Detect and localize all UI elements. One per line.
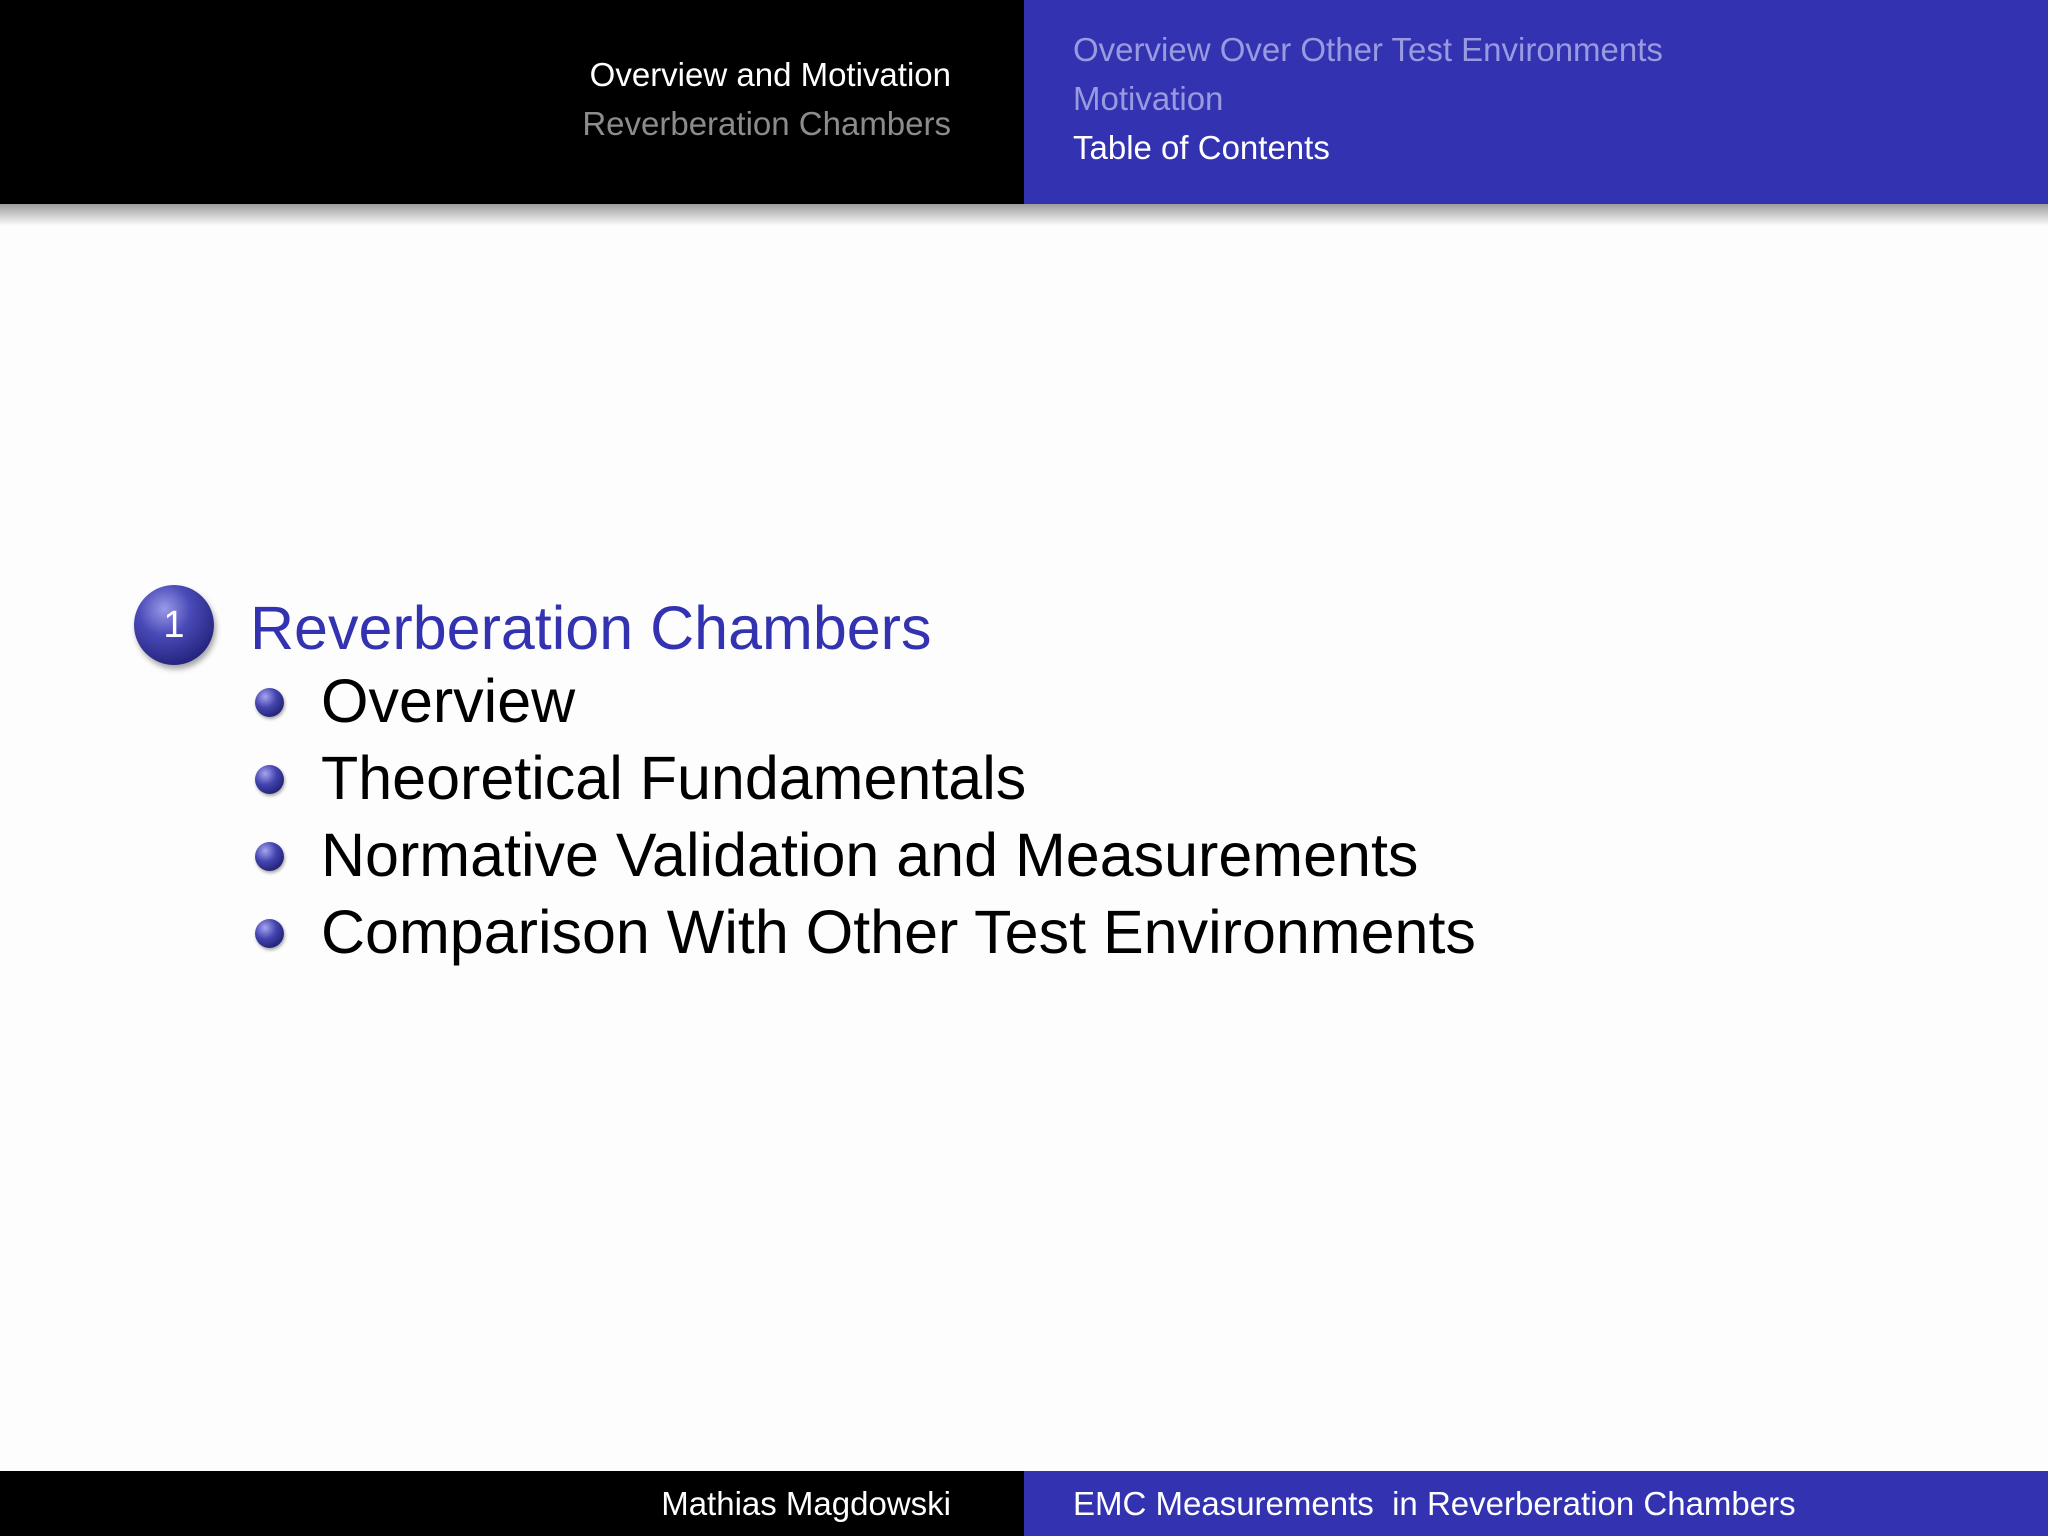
toc-section-title[interactable]: Reverberation Chambers (250, 594, 932, 662)
ball-bullet-icon (255, 765, 284, 794)
toc-subsection-label[interactable]: Comparison With Other Test Environments (321, 898, 1476, 966)
header-subsections-panel (1024, 0, 2048, 204)
header-bar (0, 0, 2048, 204)
toc-subsection-label[interactable]: Theoretical Fundamentals (321, 744, 1027, 812)
section-navigation (582, 50, 951, 148)
nav-subsection-overview-other-test-environments[interactable]: Overview Over Other Test Environments (1073, 31, 1663, 68)
footer-author-panel (0, 1471, 1024, 1536)
footer-title-panel (1024, 1471, 2048, 1536)
subsection-navigation (1073, 25, 1663, 172)
nav-section-reverberation-chambers[interactable]: Reverberation Chambers (582, 105, 951, 142)
nav-section-overview-and-motivation[interactable]: Overview and Motivation (589, 56, 951, 93)
header-sections-panel (0, 0, 1024, 204)
ball-bullet-icon (255, 842, 284, 871)
ball-bullet-icon (255, 688, 284, 717)
ball-bullet-icon (255, 919, 284, 948)
section-number-ball-icon: 1 (134, 585, 214, 665)
footer-bar (0, 1471, 2048, 1536)
footer-presentation-title: EMC Measurements in Reverberation Chambers (1073, 1485, 1796, 1522)
nav-subsection-motivation[interactable]: Motivation (1073, 80, 1224, 117)
toc-subsection-label[interactable]: Overview (321, 667, 576, 735)
footer-author: Mathias Magdowski (661, 1485, 951, 1522)
header-shadow (0, 204, 2048, 226)
nav-subsection-table-of-contents[interactable]: Table of Contents (1073, 129, 1330, 166)
toc-subsection-label[interactable]: Normative Validation and Measurements (321, 821, 1419, 889)
